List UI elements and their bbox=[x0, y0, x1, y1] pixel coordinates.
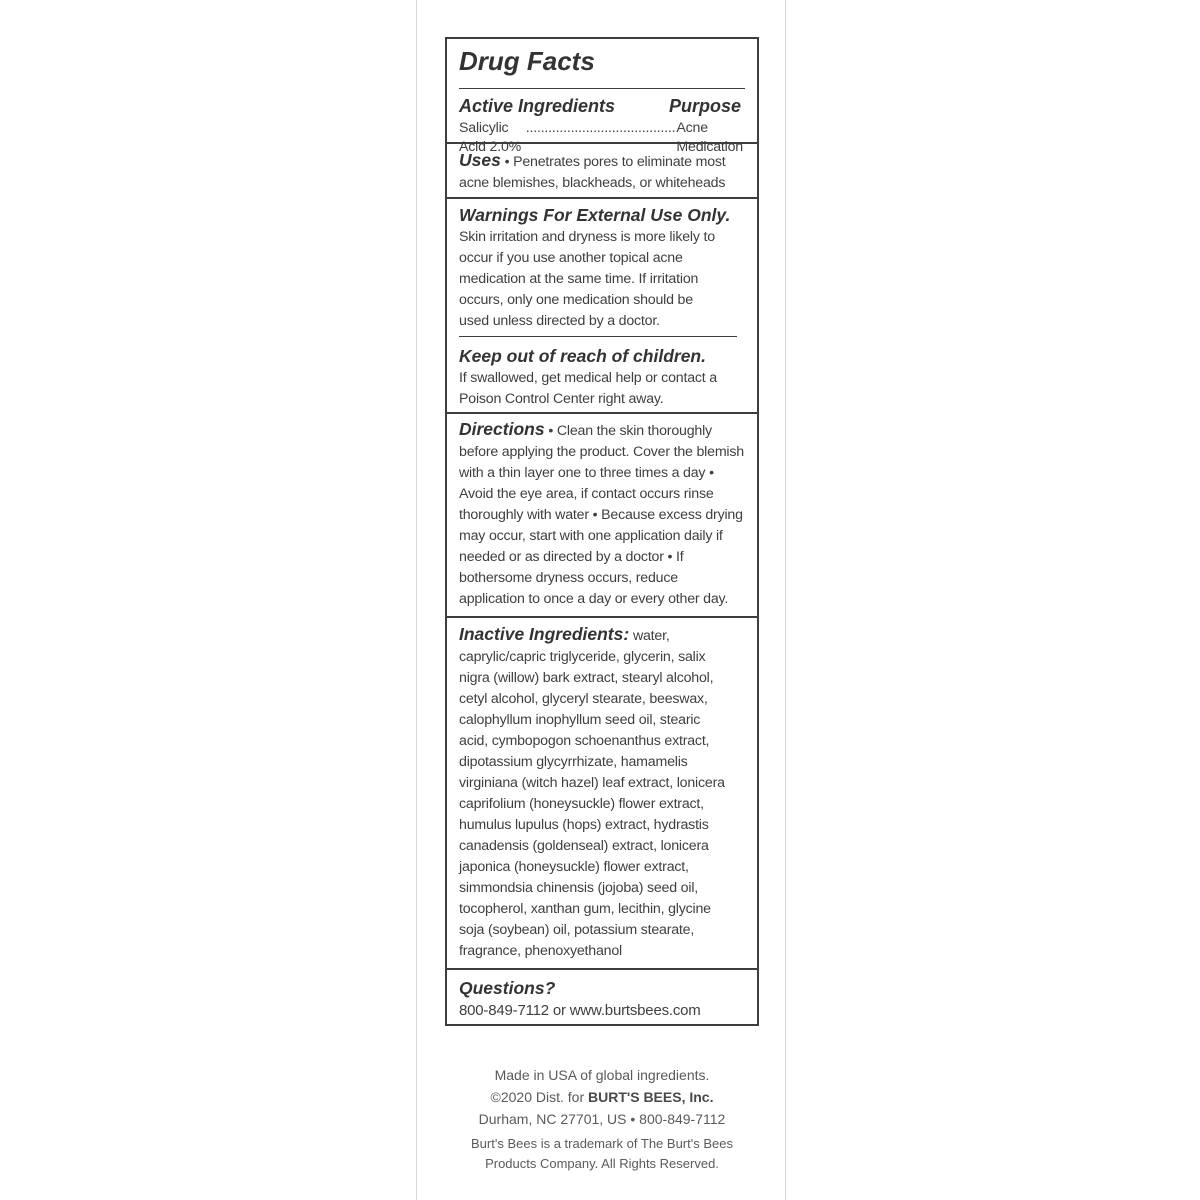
inactive-text: water, caprylic/capric triglyceride, glycerin, salix nigra (willow) bark extract, stearyl alcohol, cetyl alcohol, glyceryl stearate, beeswax, calophyllum inophyllum seed oil, stearic acid, cymbopogon schoenanthus extract, dipotassium glycyrrhizate, hamamelis virginiana (witch hazel) leaf extract, lonicera caprifolium (honeysuckle) flower extract, humulus lupulus (hops) extract, hydrastis canadensis (goldenseal) extract, lonicera japonica (honeysuckle) flower extract, simmondsia chinensis (jojoba) seed oil, tocopherol, xanthan gum, lecithin, glycine soja (soybean) oil, potassium stearate, fragrance, phenoxyethanol bbox=[459, 628, 725, 959]
purpose-heading: Purpose bbox=[668, 96, 741, 116]
drug-facts-title: Drug Facts bbox=[459, 46, 595, 76]
footer-trademark-1: Burt's Bees is a trademark of The Burt's Bees bbox=[471, 1136, 733, 1151]
directions-text: • Clean the skin thoroughly before applying the product. Cover the blemish with a thin layer one to three times a day • Avoid the eye area, if contact occurs rinse thoroughly with water • Because excess drying may occur, start with one application daily if needed or as directed by a doctor • If bothersome dryness occurs, reduce application to once a day or every other day. bbox=[459, 423, 744, 607]
leader-dots: ........................................ bbox=[525, 120, 676, 136]
inactive-section bbox=[447, 618, 757, 970]
ingredient-purpose: Acne Medication bbox=[676, 120, 744, 155]
active-ingredients-heading: Active Ingredients bbox=[459, 96, 616, 116]
footer-made-in: Made in USA of global ingredients. bbox=[494, 1067, 710, 1083]
footer-trademark-2: Products Company. All Rights Reserved. bbox=[485, 1156, 719, 1171]
keep-out-text: If swallowed, get medical help or contact a Poison Control Center right away. bbox=[459, 370, 717, 407]
questions-text: 800-849-7112 or www.burtsbees.com bbox=[459, 1002, 701, 1019]
active-header bbox=[459, 95, 741, 117]
drug-facts-panel bbox=[445, 37, 759, 1026]
keep-out-heading: Keep out of reach of children. bbox=[459, 346, 706, 366]
package-footer bbox=[445, 1064, 759, 1174]
footer-address: Durham, NC 27701, US • 800-849-7112 bbox=[478, 1111, 726, 1127]
inactive-heading: Inactive Ingredients: bbox=[459, 624, 630, 644]
ingredient-name: Salicylic Acid 2.0% bbox=[459, 120, 522, 155]
directions-heading: Directions bbox=[459, 419, 545, 439]
warnings-heading: Warnings For External Use Only. bbox=[459, 205, 731, 225]
title-rule bbox=[459, 88, 745, 89]
warnings-rule bbox=[459, 336, 737, 337]
warnings-section bbox=[447, 199, 757, 414]
uses-text: • Penetrates pores to eliminate most acne blemishes, blackheads, or whiteheads bbox=[459, 154, 726, 191]
footer-distributor: ©2020 Dist. for BURT'S BEES, Inc. bbox=[490, 1089, 714, 1105]
questions-section bbox=[447, 970, 757, 1024]
warnings-text: Skin irritation and dryness is more likely to occur if you use another topical acne medication at the same time. If irritation occurs, only one medication should be used unless directed by a doctor. bbox=[459, 229, 715, 329]
uses-heading: Uses bbox=[459, 150, 501, 170]
directions-section bbox=[447, 414, 757, 618]
uses-section bbox=[447, 144, 757, 199]
active-section bbox=[447, 39, 757, 155]
questions-heading: Questions? bbox=[459, 978, 556, 998]
footer-brand: BURT'S BEES, Inc. bbox=[588, 1089, 714, 1105]
